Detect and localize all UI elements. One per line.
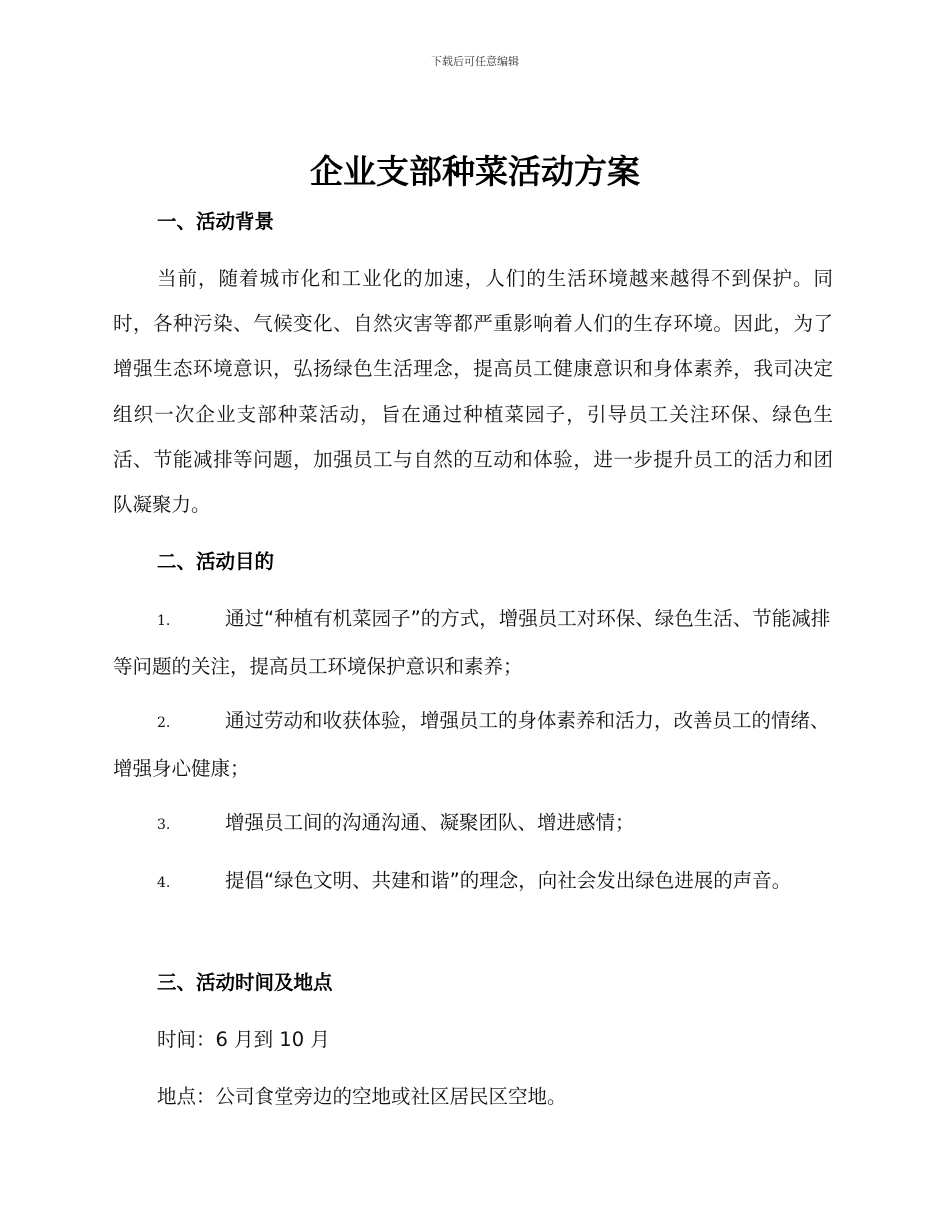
purpose-item-2 <box>113 698 833 791</box>
document-title: 企业支部种菜活动方案 <box>310 152 640 191</box>
header-note: 下载后可任意编辑 <box>431 55 519 68</box>
section-heading-time-place: 三、活动时间及地点 <box>157 971 333 994</box>
background-paragraph: 当前，随着城市化和工业化的加速，人们的生活环境越来越得不到保护。同时，各种污染、气候变化、自然灾害等都严重影响着人们的生存环境。因此，为了增强生态环境意识，弘扬绿色生活理念，提高员工健康意识和身体素养，我司决定组织一次企业支部种菜活动，旨在通过种植菜园子，引导员工关注环保、绿色生活、节能减排等问题，加强员工与自然的互动和体验，进一步提升员工的活力和团队凝聚力。 <box>113 267 833 517</box>
purpose-item-4-text: 提倡“绿色文明、共建和谐”的理念，向社会发出绿色进展的声音。 <box>225 869 792 892</box>
purpose-item-1-text: 通过“种植有机菜园子”的方式，增强员工对环保、绿色生活、节能减排等问题的关注，提高员工环境保护意识和素养； <box>113 607 831 678</box>
purpose-item-3-number: 3. <box>157 817 171 833</box>
purpose-item-1 <box>113 596 833 689</box>
purpose-item-2-number: 2. <box>157 715 171 731</box>
purpose-item-4-number: 4. <box>157 875 171 891</box>
purpose-item-2-text: 通过劳动和收获体验，增强员工的身体素养和活力，改善员工的情绪、增强身心健康； <box>113 709 830 780</box>
activity-time: 时间：6 月到 10 月 <box>157 1028 330 1051</box>
section-heading-background: 一、活动背景 <box>157 210 275 233</box>
purpose-item-4 <box>113 858 833 906</box>
section-heading-purpose: 二、活动目的 <box>157 550 275 573</box>
purpose-item-3 <box>113 800 833 848</box>
purpose-item-1-number: 1. <box>157 613 171 629</box>
purpose-item-3-text: 增强员工间的沟通沟通、凝聚团队、增进感情； <box>225 811 635 834</box>
activity-place: 地点：公司食堂旁边的空地或社区居民区空地。 <box>157 1085 567 1108</box>
